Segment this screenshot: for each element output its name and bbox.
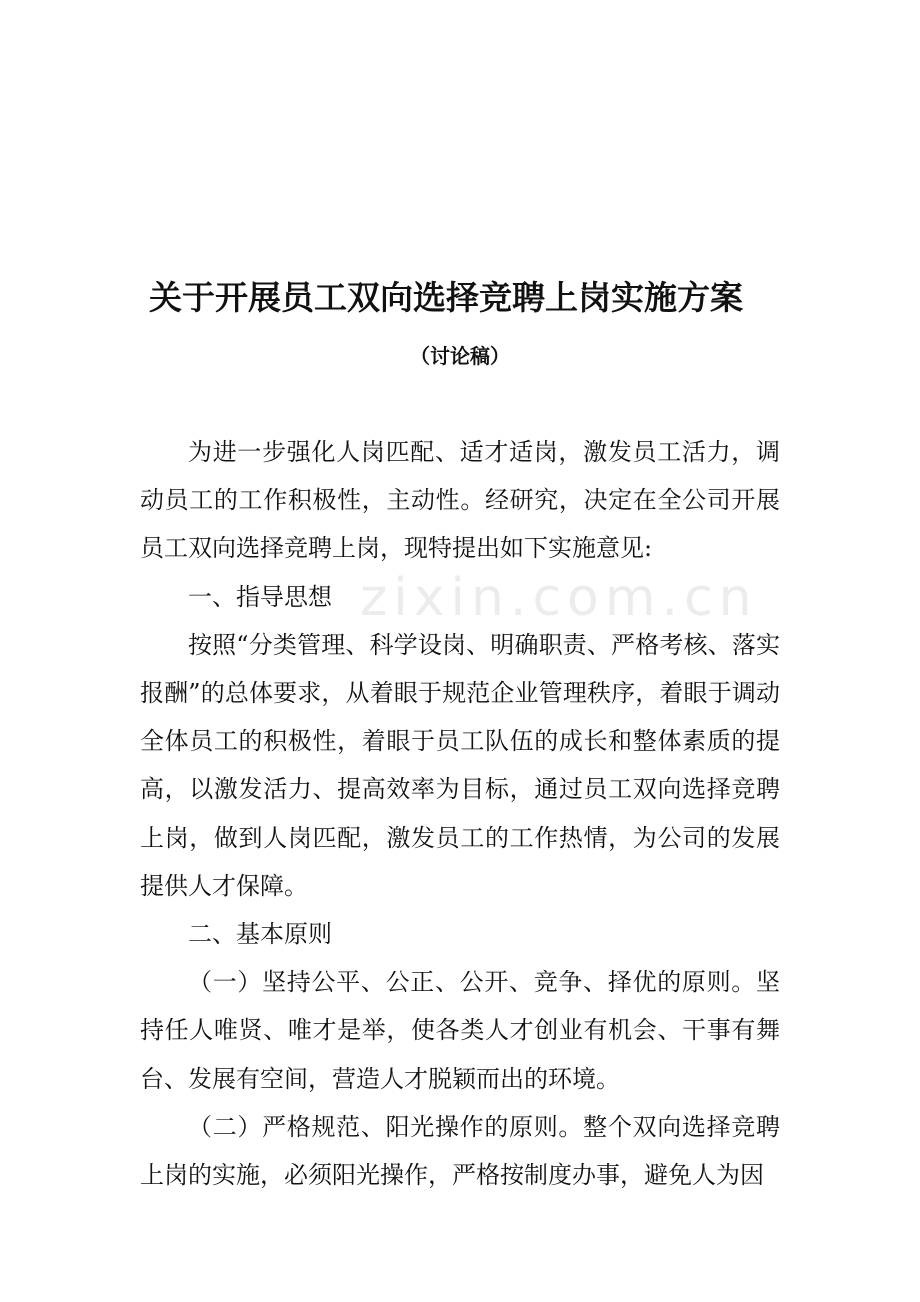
- document-subtitle: （讨论稿）: [410, 344, 510, 368]
- document-title: 关于开展员工双向选择竞聘上岗实施方案: [149, 278, 743, 317]
- document-body: [140, 428, 780, 1199]
- paragraph-intro: 为进一步强化人岗匹配、适才适岗，激发员工活力，调动员工的工作积极性，主动性。经研究，决定在全公司开展员工双向选择竞聘上岗，现特提出如下实施意见:: [140, 438, 780, 563]
- heading-guiding-ideology: 一、指导思想: [188, 582, 332, 611]
- watermark: zixin.com.cn: [360, 568, 758, 628]
- paragraph-guiding-ideology: 按照“分类管理、科学设岗、明确职责、严格考核、落实报酬”的总体要求，从着眼于规范企业管理秩序，着眼于调动全体员工的积极性，着眼于员工队伍的成长和整体素质的提高，以激发活力、提高效率为目标，通过员工双向选择竞聘上岗，做到人岗匹配，激发员工的工作热情，为公司的发展提供人才保障。: [140, 630, 780, 900]
- paragraph-principle-2: （二）严格规范、阳光操作的原则。整个双向选择竞聘上岗的实施，必须阳光操作，严格按制度办事，避免人为因: [140, 1112, 780, 1190]
- paragraph-principle-1: （一）坚持公平、公正、公开、竞争、择优的原则。坚持任人唯贤、唯才是举，使各类人才创业有机会、干事有舞台、发展有空间，营造人才脱颖而出的环境。: [140, 968, 780, 1093]
- heading-basic-principles: 二、基本原则: [188, 920, 332, 949]
